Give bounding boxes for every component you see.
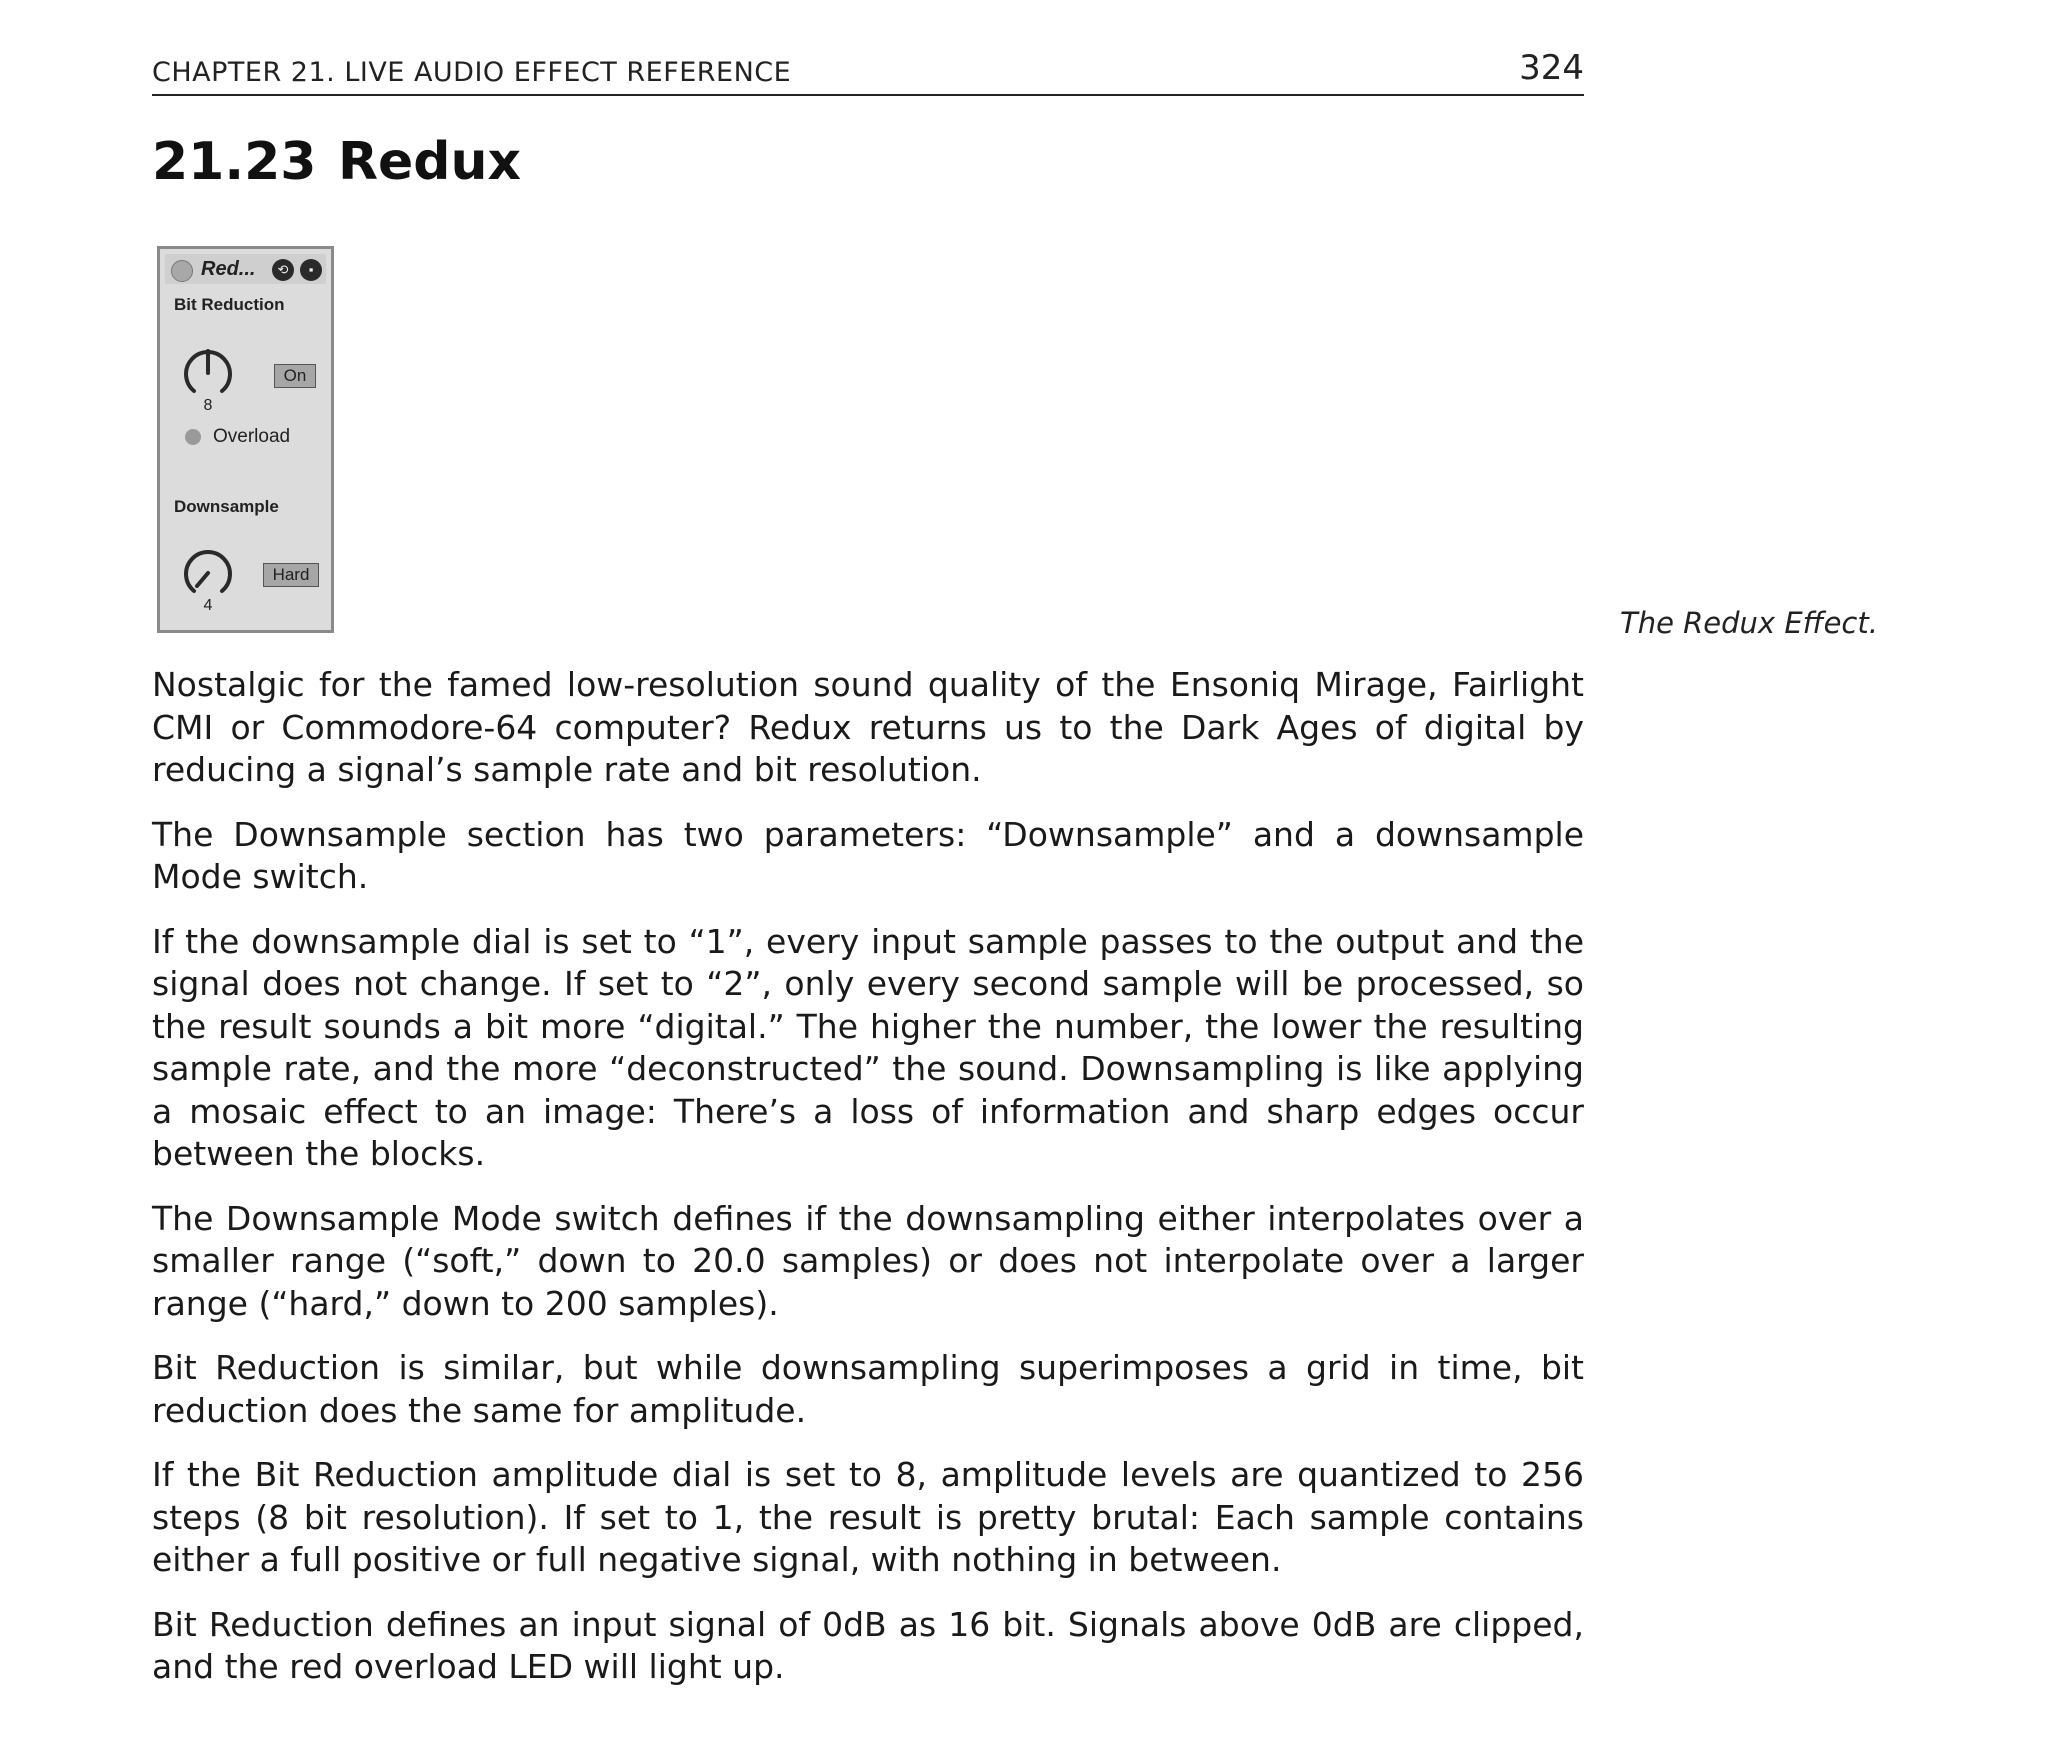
downsample-knob (180, 545, 236, 601)
page-number: 324 (1519, 48, 1584, 88)
overload-led (185, 429, 201, 445)
hot-swap-icon: ⟲ (272, 259, 294, 281)
body-text (152, 664, 1584, 1711)
section-number: 21.23 (152, 132, 317, 192)
running-header (152, 48, 1584, 96)
overload-label: Overload (213, 426, 291, 447)
section-title (152, 132, 521, 192)
paragraph: The Downsample Mode switch defines if the downsampling either interpolates over a smaller range (“soft,” down to 20.0 samples) or does not interpolate over a larger range (“hard,” down to 200 samples). (152, 1198, 1584, 1323)
paragraph: If the downsample dial is set to “1”, every input sample passes to the output and the signal does not change. If set to “2”, only every second sample will be processed, so the result sounds a bit more “digital.” The higher the number, the lower the resulting sample rate, and the more “deconstructed” the sound. Downsampling is like applying a mosaic effect to an image: There’s a loss of information and sharp edges occur between the blocks. (152, 921, 1584, 1173)
power-icon (171, 260, 193, 282)
paragraph: Bit Reduction is similar, but while downsampling superimposes a grid in time, bit reduction does the same for amplitude. (152, 1348, 1584, 1430)
redux-device-figure (157, 246, 334, 633)
bit-reduction-label: Bit Reduction (174, 295, 285, 314)
paragraph: Bit Reduction defines an input signal of 0dB as 16 bit. Signals above 0dB are clipped, and the red overload LED will light up. (152, 1604, 1584, 1686)
device-titlebar (165, 254, 326, 284)
save-preset-icon: ▪ (300, 259, 322, 281)
bit-reduction-knob (180, 345, 236, 401)
downsample-value: 4 (203, 597, 213, 614)
downsample-label: Downsample (174, 497, 279, 516)
section-name: Redux (338, 132, 522, 192)
paragraph: Nostalgic for the famed low-resolution sound quality of the Ensoniq Mirage, Fairlight CMI or Commodore-64 computer? Redux returns us to the Dark Ages of digital by reducing a signal’s sample rate and bit resolution. (152, 665, 1584, 789)
downsample-mode-switch: Hard (263, 563, 319, 587)
chapter-heading: CHAPTER 21. LIVE AUDIO EFFECT REFERENCE (152, 57, 792, 88)
bit-reduction-on-toggle: On (274, 364, 316, 388)
device-name: Red... (201, 258, 256, 280)
paragraph: If the Bit Reduction amplitude dial is set to 8, amplitude levels are quantized to 256 steps (8 bit resolution). If set to 1, the result is pretty brutal: Each sample contains either a full positive or full negative signal, with nothing in between. (152, 1455, 1584, 1579)
bit-reduction-value: 8 (203, 397, 213, 414)
figure-caption: The Redux Effect. (1620, 606, 1878, 640)
paragraph: The Downsample section has two parameters: “Downsample” and a downsample Mode switch. (152, 814, 1584, 896)
